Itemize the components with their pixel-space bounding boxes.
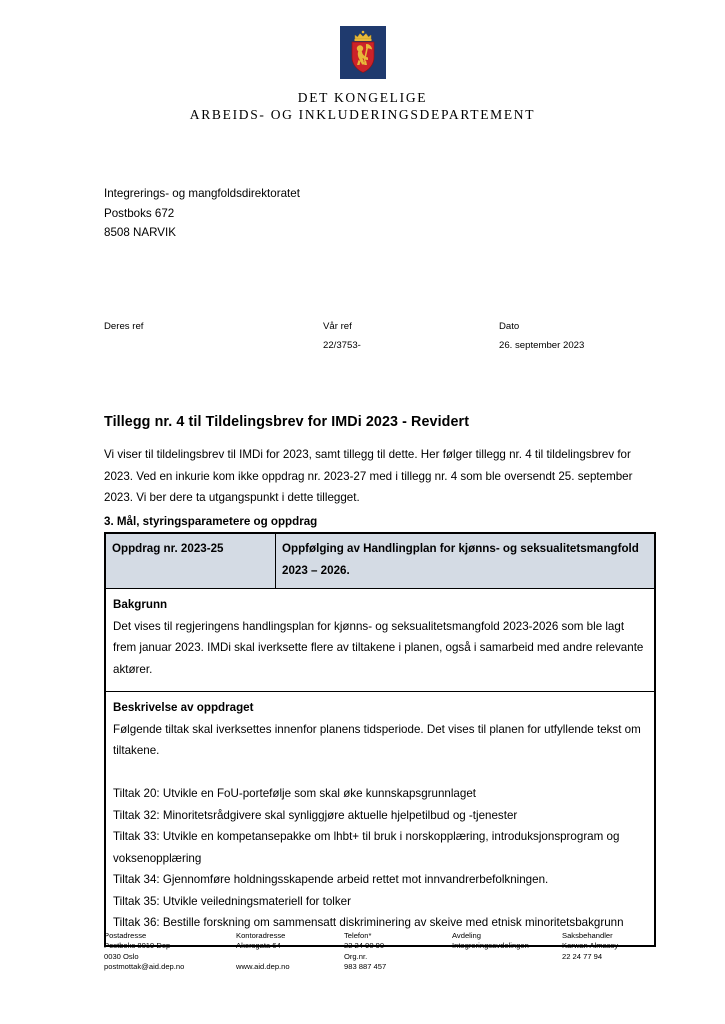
ministry-line: ARBEIDS- OG INKLUDERINGSDEPARTEMENT — [189, 107, 536, 122]
tiltak-item: Tiltak 32: Minoritetsrådgivere skal synliggjøre aktuelle hjelpetilbud og -tjenester — [113, 808, 518, 822]
deres-ref-column — [104, 317, 143, 355]
tiltak-item: Tiltak 33: Utvikle en kompetansepakke om lhbt+ til bruk i norskopplæring, introduksjonsprogram og voksenopplæring — [113, 830, 620, 865]
footer-saksbehandler — [562, 931, 672, 962]
beskrivelse-heading: Beskrivelse av oppdraget — [113, 701, 254, 714]
tiltak-item: Tiltak 20: Utvikle en FoU-portefølje som skal øke kunnskapsgrunnlaget — [113, 787, 476, 800]
page-title: Tillegg nr. 4 til Tildelingsbrev for IMDi 2023 - Revidert — [104, 414, 470, 430]
postadresse-line2: 0030 Oslo — [104, 951, 139, 961]
deres-ref-label: Deres ref — [104, 321, 144, 332]
kontoradresse-label: Kontoradresse — [236, 931, 286, 940]
recipient-address — [104, 184, 300, 243]
table-row — [106, 534, 655, 589]
oppdrag-id-cell: Oppdrag nr. 2023-25 — [106, 534, 276, 589]
postadresse-line1: Postboks 8019 Dep — [104, 941, 171, 951]
dato-label: Dato — [499, 321, 520, 332]
var-ref-column — [323, 317, 361, 355]
recipient-postbox: Postboks 672 — [104, 206, 175, 220]
kontoradresse-website: www.aid.dep.no — [236, 962, 290, 972]
var-ref-value: 22/3753- — [323, 340, 361, 351]
beskrivelse-text: Følgende tiltak skal iverksettes innenfor planens tidsperiode. Det vises til planen for utfyllende tekst om tiltakene. — [113, 722, 641, 757]
bakgrunn-cell — [106, 589, 655, 692]
recipient-organization: Integrerings- og mangfoldsdirektoratet — [104, 187, 300, 200]
beskrivelse-cell — [106, 692, 655, 946]
oppdrag-table — [104, 532, 656, 947]
postadresse-email: postmottak@aid.dep.no — [104, 962, 185, 972]
var-ref-label: Vår ref — [323, 321, 352, 332]
section-heading: 3. Mål, styringsparametere og oppdrag — [104, 515, 318, 528]
deres-ref-value — [104, 336, 143, 355]
masthead — [0, 26, 725, 124]
postadresse-label: Postadresse — [104, 931, 147, 940]
avdeling-value: Integreringsavdelingen — [452, 941, 529, 951]
bakgrunn-text: Det vises til regjeringens handlingsplan for kjønns- og seksualitetsmangfold 2023-2026 som ble lagt frem januar 2023. IMDi skal iverksette flere av tiltakene i planen, også i samarbeid med andre relevante aktører. — [113, 619, 644, 676]
bakgrunn-heading: Bakgrunn — [113, 598, 168, 611]
saksbehandler-name: Karwan Almassy — [562, 941, 619, 951]
tiltak-item: Tiltak 36: Bestille forskning om sammensatt diskriminering av skeive med etnisk minoritetsbakgrunn — [113, 916, 624, 929]
royal-line: DET KONGELIGE — [297, 90, 428, 105]
tiltak-item: Tiltak 34: Gjennomføre holdningsskapende arbeid rettet mot innvandrerbefolkningen. — [113, 873, 549, 886]
oppdrag-title-cell: Oppfølging av Handlingplan for kjønns- og seksualitetsmangfold 2023 – 2026. — [276, 534, 655, 589]
intro-paragraph: Vi viser til tildelingsbrev til IMDi for 2023, samt tillegg til dette. Her følger tillegg nr. 4 til tildelingsbrev for 2023. Ved en inkurie kom ikke oppdrag nr. 2023-27 med i tillegg nr. 4 som ble oversendt 25. september 2023. Vi ber dere ta utgangspunkt i dette tillegget. — [104, 448, 633, 504]
telefon-value: 22 24 90 90 — [344, 941, 385, 951]
dato-value: 26. september 2023 — [499, 340, 585, 351]
norwegian-coat-of-arms-icon — [340, 26, 386, 79]
footer-postadresse — [104, 931, 234, 973]
orgnr-value: 983 887 457 — [344, 962, 387, 972]
footer-kontoradresse — [236, 931, 341, 973]
telefon-label: Telefon* — [344, 931, 372, 940]
table-row — [106, 692, 655, 946]
dato-column — [499, 317, 584, 355]
footer-telefon — [344, 931, 444, 973]
saksbehandler-phone: 22 24 77 94 — [562, 951, 603, 961]
kontoradresse-line1: Akersgata 64 — [236, 941, 281, 951]
avdeling-label: Avdeling — [452, 931, 481, 940]
paragraph-spacer — [113, 762, 647, 784]
tiltak-item: Tiltak 35: Utvikle veiledningsmateriell for tolker — [113, 894, 351, 908]
orgnr-label: Org.nr. — [344, 951, 368, 961]
table-row — [106, 589, 655, 692]
saksbehandler-label: Saksbehandler — [562, 931, 613, 940]
department-name — [0, 89, 725, 124]
footer-spacer — [236, 952, 341, 962]
recipient-city: 8508 NARVIK — [104, 226, 176, 239]
footer-avdeling — [452, 931, 567, 952]
